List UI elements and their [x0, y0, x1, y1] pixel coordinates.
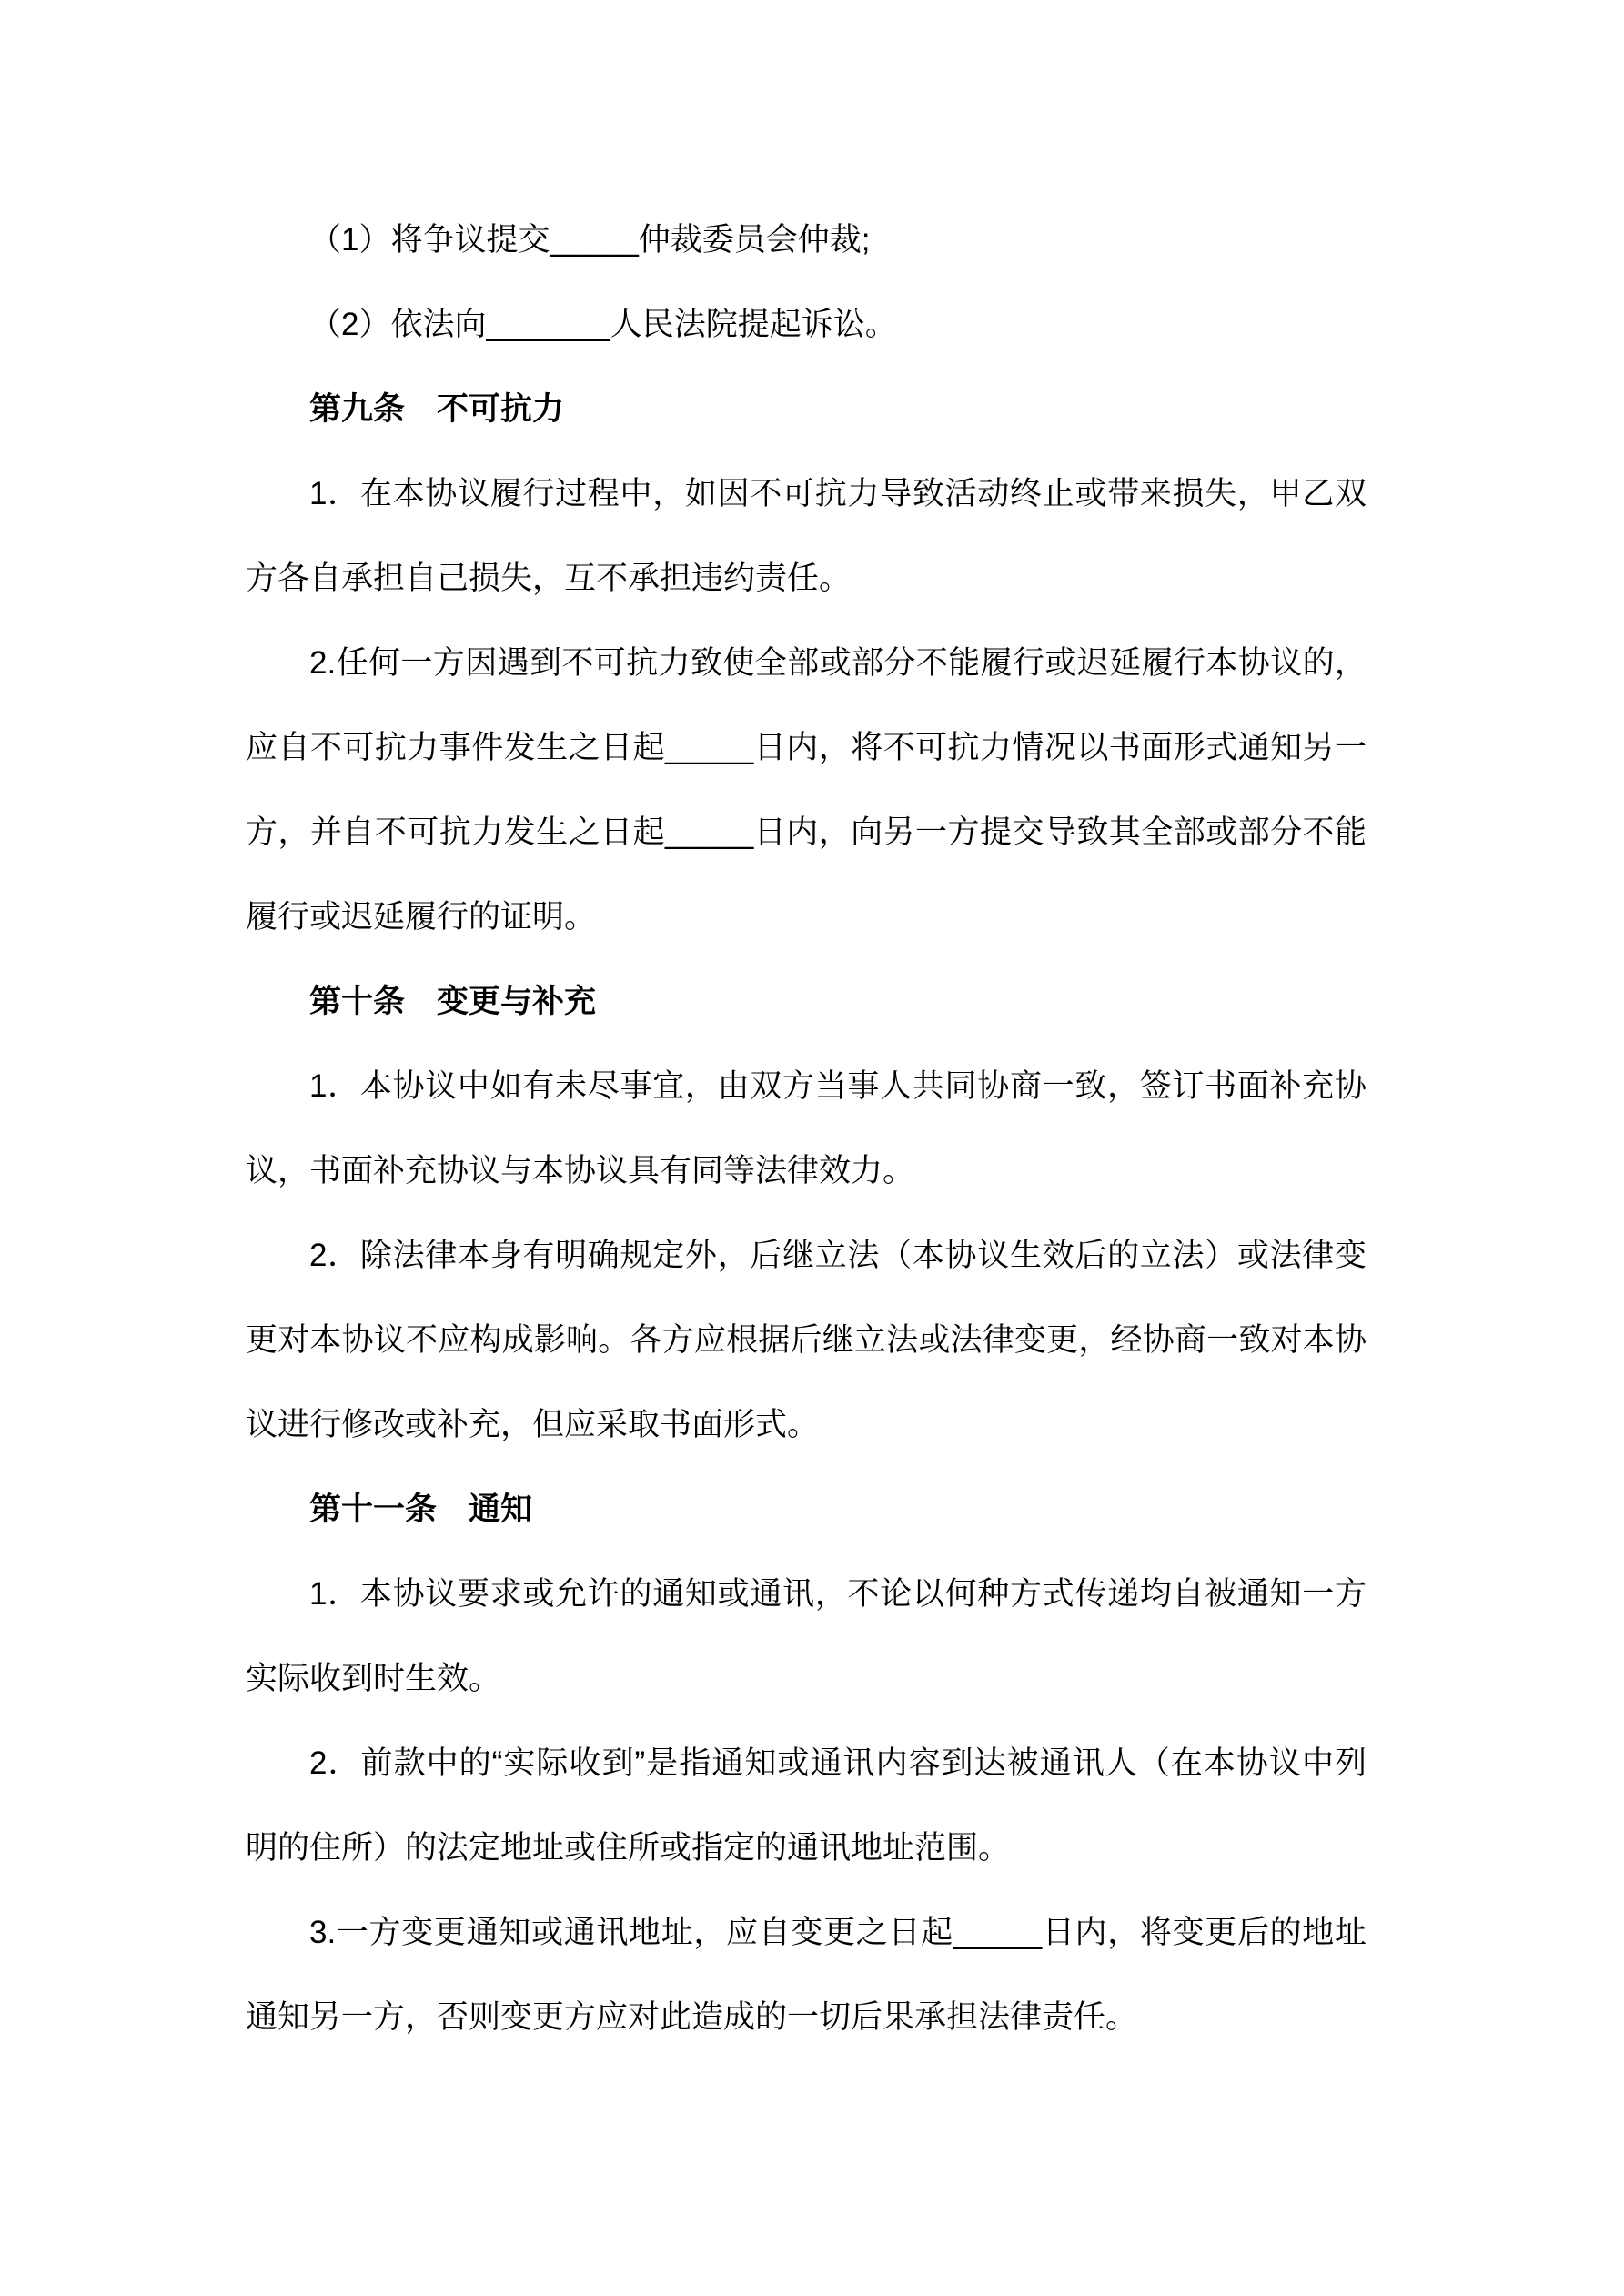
paragraph: 1．本协议要求或允许的通知或通讯，不论以何种方式传递均自被通知一方实际收到时生效。	[246, 1576, 1367, 1696]
section-heading: 第九条 不可抗力	[309, 391, 565, 427]
paragraph: 1．在本协议履行过程中，如因不可抗力导致活动终止或带来损失，甲乙双方各自承担自己损失，互不承担违约责任。	[246, 476, 1367, 596]
paragraph: 2．除法律本身有明确规定外，后继立法（本协议生效后的立法）或法律变更对本协议不应构成影响。各方应根据后继立法或法律变更，经协商一致对本协议进行修改或补充，但应采取书面形式。	[246, 1238, 1367, 1442]
paragraph: 2.任何一方因遇到不可抗力致使全部或部分不能履行或迟延履行本协议的，应自不可抗力事件发生之日起_____日内，将不可抗力情况以书面形式通知另一方，并自不可抗力发生之日起_____日内，向另一方提交导致其全部或部分不能履行或迟延履行的证明。	[246, 645, 1367, 935]
section-heading: 第十一条 通知	[309, 1492, 533, 1527]
section-heading: 第十条 变更与补充	[309, 984, 597, 1019]
contract-document-body	[246, 197, 1367, 2059]
list-item: （2）依法向_______人民法院提起诉讼。	[309, 307, 897, 342]
paragraph: 1．本协议中如有未尽事宜，由双方当事人共同协商一致，签订书面补充协议，书面补充协议与本协议具有同等法律效力。	[246, 1068, 1367, 1188]
paragraph: 2．前款中的“实际收到”是指通知或通讯内容到达被通讯人（在本协议中列明的住所）的法定地址或住所或指定的通讯地址范围。	[246, 1745, 1367, 1866]
list-item: （1）将争议提交_____仲裁委员会仲裁;	[309, 222, 871, 258]
paragraph: 3.一方变更通知或通讯地址，应自变更之日起_____日内，将变更后的地址通知另一方，否则变更方应对此造成的一切后果承担法律责任。	[246, 1915, 1367, 2035]
